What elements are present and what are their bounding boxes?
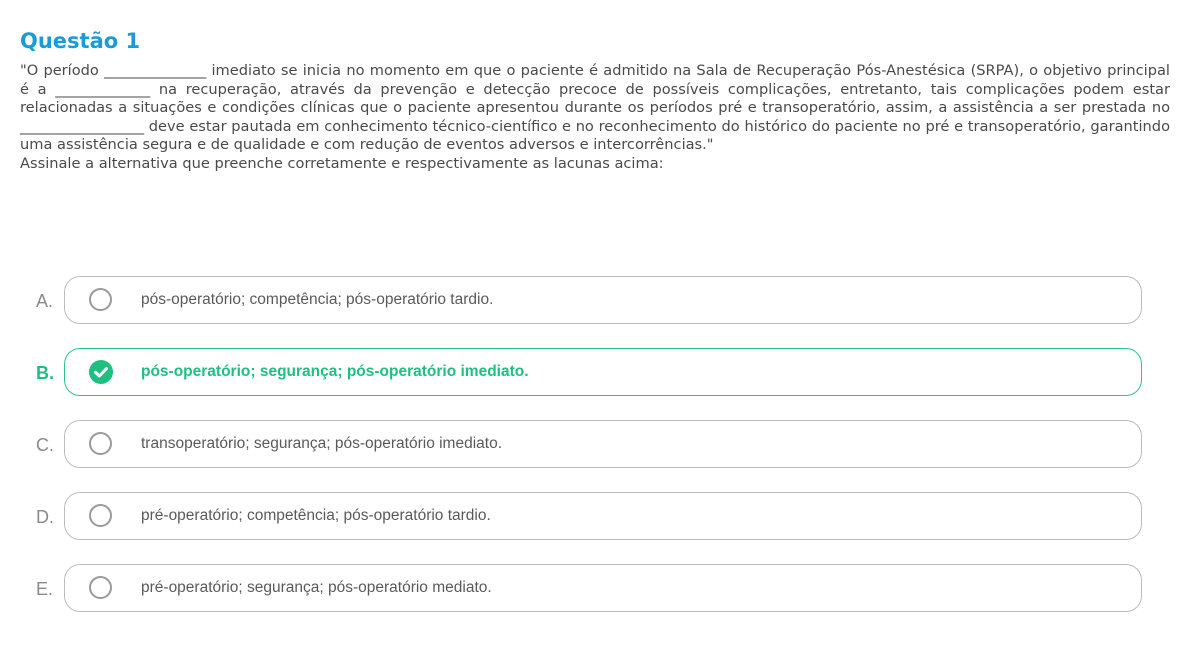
option-letter: A. xyxy=(36,291,54,311)
option-a-button[interactable] xyxy=(64,276,1142,324)
option-c-button[interactable] xyxy=(64,420,1142,468)
radio-empty-icon[interactable] xyxy=(89,504,112,527)
question-instruction: Assinale a alternativa que preenche corretamente e respectivamente as lacunas acima: xyxy=(20,154,664,172)
option-d-button[interactable] xyxy=(64,492,1142,540)
question-text: "O período ______________ imediato se inicia no momento em que o paciente é admitido na Sala de Recuperação Pós-Anestésica (SRPA), o objetivo principal é a _____________ na recuperação, através da prevenção e detecção precoce de possíveis complicações, entretanto, tais complicações podem estar relacionadas a situações e condições clínicas que o paciente apresentou durante os períodos pré e transoperatório, assim, a assistência a ser prestada no _________________ deve estar pautada em conhecimento técnico-científico e no reconhecimento do histórico do paciente no pré e transoperatório, garantindo uma assistência segura e de qualidade e com redução de eventos adversos e intercorrências." xyxy=(20,62,1170,153)
option-label: pré-operatório; competência; pós-operatório tardio. xyxy=(141,507,491,524)
check-circle-icon[interactable] xyxy=(89,360,113,384)
option-label: pós-operatório; competência; pós-operatório tardio. xyxy=(141,291,494,308)
option-a xyxy=(28,276,1142,326)
question-block xyxy=(20,28,1170,173)
option-label: pós-operatório; segurança; pós-operatório imediato. xyxy=(141,363,529,380)
option-label: transoperatório; segurança; pós-operatório imediato. xyxy=(141,435,503,452)
answer-options xyxy=(28,276,1142,636)
option-letter: D. xyxy=(36,507,54,527)
option-b-button[interactable] xyxy=(64,348,1142,396)
option-letter: C. xyxy=(36,435,54,455)
option-e xyxy=(28,564,1142,614)
radio-empty-icon[interactable] xyxy=(89,288,112,311)
option-e-button[interactable] xyxy=(64,564,1142,612)
question-title: Questão 1 xyxy=(20,29,141,53)
radio-empty-icon[interactable] xyxy=(89,576,112,599)
option-c xyxy=(28,420,1142,470)
option-letter: B. xyxy=(36,363,54,383)
option-d xyxy=(28,492,1142,542)
radio-empty-icon[interactable] xyxy=(89,432,112,455)
option-letter: E. xyxy=(36,579,54,599)
option-b xyxy=(28,348,1142,398)
option-label: pré-operatório; segurança; pós-operatório mediato. xyxy=(141,579,492,596)
